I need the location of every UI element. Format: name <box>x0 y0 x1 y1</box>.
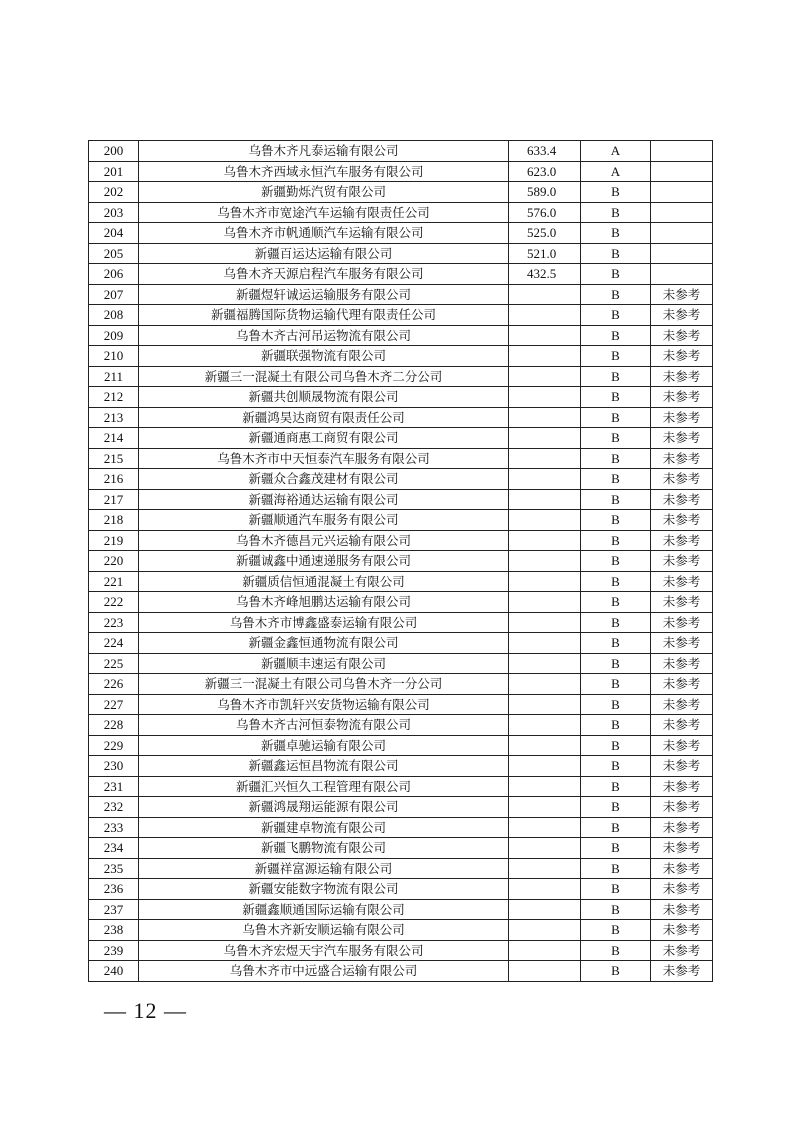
note-cell: 未参考 <box>651 715 713 736</box>
grade-cell: B <box>581 469 651 490</box>
grade-cell: B <box>581 858 651 879</box>
grade-cell: B <box>581 961 651 982</box>
grade-cell: B <box>581 325 651 346</box>
score-cell <box>509 797 581 818</box>
grade-cell: B <box>581 756 651 777</box>
company-name: 乌鲁木齐市博鑫盛泰运输有限公司 <box>139 612 509 633</box>
row-number: 201 <box>89 161 139 182</box>
table-row <box>89 797 713 818</box>
score-cell <box>509 428 581 449</box>
table-row <box>89 305 713 326</box>
note-cell: 未参考 <box>651 776 713 797</box>
company-name: 乌鲁木齐德昌元兴运输有限公司 <box>139 530 509 551</box>
company-name: 乌鲁木齐宏煜天宇汽车服务有限公司 <box>139 940 509 961</box>
note-cell <box>651 141 713 162</box>
table-row <box>89 961 713 982</box>
grade-cell: B <box>581 428 651 449</box>
company-name: 新疆鸿晟翔运能源有限公司 <box>139 797 509 818</box>
grade-cell: B <box>581 243 651 264</box>
note-cell <box>651 223 713 244</box>
company-name: 新疆福腾国际货物运输代理有限责任公司 <box>139 305 509 326</box>
note-cell: 未参考 <box>651 571 713 592</box>
row-number: 200 <box>89 141 139 162</box>
company-name: 新疆三一混凝土有限公司乌鲁木齐二分公司 <box>139 366 509 387</box>
grade-cell: B <box>581 776 651 797</box>
row-number: 209 <box>89 325 139 346</box>
company-name: 乌鲁木齐古河吊运物流有限公司 <box>139 325 509 346</box>
score-cell <box>509 551 581 572</box>
row-number: 228 <box>89 715 139 736</box>
table-row <box>89 551 713 572</box>
score-cell <box>509 817 581 838</box>
score-cell <box>509 961 581 982</box>
table-row <box>89 756 713 777</box>
note-cell: 未参考 <box>651 489 713 510</box>
score-cell: 623.0 <box>509 161 581 182</box>
company-name: 新疆共创顺晟物流有限公司 <box>139 387 509 408</box>
row-number: 206 <box>89 264 139 285</box>
score-cell <box>509 858 581 879</box>
page-table-area <box>88 140 712 982</box>
score-cell <box>509 653 581 674</box>
score-cell <box>509 346 581 367</box>
score-cell <box>509 940 581 961</box>
row-number: 238 <box>89 920 139 941</box>
score-cell: 525.0 <box>509 223 581 244</box>
score-cell <box>509 530 581 551</box>
company-name: 乌鲁木齐天源启程汽车服务有限公司 <box>139 264 509 285</box>
note-cell: 未参考 <box>651 694 713 715</box>
table-row <box>89 346 713 367</box>
score-cell <box>509 715 581 736</box>
company-name: 新疆顺通汽车服务有限公司 <box>139 510 509 531</box>
note-cell: 未参考 <box>651 592 713 613</box>
table-row <box>89 817 713 838</box>
table-row <box>89 510 713 531</box>
note-cell: 未参考 <box>651 469 713 490</box>
company-name: 新疆鑫顺通国际运输有限公司 <box>139 899 509 920</box>
note-cell: 未参考 <box>651 879 713 900</box>
score-cell <box>509 469 581 490</box>
table-row <box>89 448 713 469</box>
grade-cell: B <box>581 223 651 244</box>
score-cell <box>509 284 581 305</box>
score-cell <box>509 776 581 797</box>
company-name: 乌鲁木齐新安顺运输有限公司 <box>139 920 509 941</box>
row-number: 240 <box>89 961 139 982</box>
table-row <box>89 735 713 756</box>
note-cell: 未参考 <box>651 325 713 346</box>
row-number: 205 <box>89 243 139 264</box>
grade-cell: B <box>581 182 651 203</box>
table-row <box>89 920 713 941</box>
row-number: 231 <box>89 776 139 797</box>
score-cell <box>509 879 581 900</box>
row-number: 203 <box>89 202 139 223</box>
score-cell <box>509 448 581 469</box>
row-number: 212 <box>89 387 139 408</box>
row-number: 232 <box>89 797 139 818</box>
grade-cell: B <box>581 715 651 736</box>
grade-cell: B <box>581 202 651 223</box>
score-cell: 589.0 <box>509 182 581 203</box>
row-number: 207 <box>89 284 139 305</box>
row-number: 222 <box>89 592 139 613</box>
note-cell: 未参考 <box>651 817 713 838</box>
company-rating-table <box>88 140 713 982</box>
table-row <box>89 202 713 223</box>
grade-cell: B <box>581 407 651 428</box>
company-name: 新疆三一混凝土有限公司乌鲁木齐一分公司 <box>139 674 509 695</box>
company-name: 乌鲁木齐市凯轩兴安货物运输有限公司 <box>139 694 509 715</box>
score-cell <box>509 325 581 346</box>
company-name: 乌鲁木齐市帆通顺汽车运输有限公司 <box>139 223 509 244</box>
row-number: 224 <box>89 633 139 654</box>
row-number: 215 <box>89 448 139 469</box>
company-name: 新疆金鑫恒通物流有限公司 <box>139 633 509 654</box>
grade-cell: B <box>581 633 651 654</box>
note-cell <box>651 243 713 264</box>
score-cell <box>509 612 581 633</box>
table-row <box>89 940 713 961</box>
row-number: 210 <box>89 346 139 367</box>
score-cell <box>509 756 581 777</box>
row-number: 236 <box>89 879 139 900</box>
company-name: 新疆众合鑫茂建材有限公司 <box>139 469 509 490</box>
company-name: 新疆安能数字物流有限公司 <box>139 879 509 900</box>
company-name: 新疆百运达运输有限公司 <box>139 243 509 264</box>
company-name: 新疆汇兴恒久工程管理有限公司 <box>139 776 509 797</box>
score-cell <box>509 592 581 613</box>
row-number: 211 <box>89 366 139 387</box>
grade-cell: B <box>581 387 651 408</box>
note-cell: 未参考 <box>651 407 713 428</box>
grade-cell: B <box>581 899 651 920</box>
note-cell: 未参考 <box>651 551 713 572</box>
score-cell <box>509 510 581 531</box>
note-cell <box>651 182 713 203</box>
table-row <box>89 879 713 900</box>
note-cell: 未参考 <box>651 428 713 449</box>
score-cell <box>509 387 581 408</box>
grade-cell: B <box>581 489 651 510</box>
company-name: 乌鲁木齐古河恒泰物流有限公司 <box>139 715 509 736</box>
company-name: 新疆海裕通达运输有限公司 <box>139 489 509 510</box>
company-name: 新疆诚鑫中通速递服务有限公司 <box>139 551 509 572</box>
company-name: 新疆煜轩诚运运输服务有限公司 <box>139 284 509 305</box>
company-name: 乌鲁木齐市中远盛合运输有限公司 <box>139 961 509 982</box>
row-number: 235 <box>89 858 139 879</box>
note-cell <box>651 161 713 182</box>
row-number: 214 <box>89 428 139 449</box>
note-cell: 未参考 <box>651 387 713 408</box>
score-cell <box>509 694 581 715</box>
table-row <box>89 694 713 715</box>
table-row <box>89 141 713 162</box>
grade-cell: B <box>581 817 651 838</box>
table-row <box>89 284 713 305</box>
score-cell <box>509 899 581 920</box>
grade-cell: B <box>581 797 651 818</box>
grade-cell: B <box>581 530 651 551</box>
note-cell: 未参考 <box>651 305 713 326</box>
grade-cell: B <box>581 735 651 756</box>
grade-cell: B <box>581 612 651 633</box>
table-row <box>89 858 713 879</box>
company-name: 乌鲁木齐凡泰运输有限公司 <box>139 141 509 162</box>
grade-cell: B <box>581 653 651 674</box>
table-row <box>89 469 713 490</box>
grade-cell: B <box>581 592 651 613</box>
row-number: 213 <box>89 407 139 428</box>
table-row <box>89 366 713 387</box>
table-row <box>89 674 713 695</box>
table-row <box>89 407 713 428</box>
note-cell: 未参考 <box>651 899 713 920</box>
row-number: 202 <box>89 182 139 203</box>
grade-cell: B <box>581 264 651 285</box>
note-cell: 未参考 <box>651 920 713 941</box>
row-number: 216 <box>89 469 139 490</box>
company-name: 新疆勤烁汽贸有限公司 <box>139 182 509 203</box>
company-name: 新疆祥富源运输有限公司 <box>139 858 509 879</box>
table-row <box>89 182 713 203</box>
row-number: 225 <box>89 653 139 674</box>
table-row <box>89 223 713 244</box>
grade-cell: B <box>581 674 651 695</box>
score-cell <box>509 633 581 654</box>
company-name: 新疆鑫运恒昌物流有限公司 <box>139 756 509 777</box>
grade-cell: B <box>581 551 651 572</box>
page-number: — 12 — <box>104 998 187 1023</box>
note-cell: 未参考 <box>651 961 713 982</box>
grade-cell: A <box>581 161 651 182</box>
grade-cell: B <box>581 448 651 469</box>
score-cell <box>509 674 581 695</box>
company-name: 新疆质信恒通混凝土有限公司 <box>139 571 509 592</box>
row-number: 237 <box>89 899 139 920</box>
score-cell: 521.0 <box>509 243 581 264</box>
company-name: 乌鲁木齐市中天恒泰汽车服务有限公司 <box>139 448 509 469</box>
note-cell: 未参考 <box>651 735 713 756</box>
table-row <box>89 715 713 736</box>
row-number: 204 <box>89 223 139 244</box>
table-row <box>89 530 713 551</box>
table-row <box>89 387 713 408</box>
note-cell: 未参考 <box>651 756 713 777</box>
score-cell <box>509 489 581 510</box>
table-row <box>89 592 713 613</box>
note-cell <box>651 202 713 223</box>
table-row <box>89 264 713 285</box>
row-number: 230 <box>89 756 139 777</box>
company-name: 新疆顺丰速运有限公司 <box>139 653 509 674</box>
grade-cell: B <box>581 879 651 900</box>
table-row <box>89 243 713 264</box>
score-cell <box>509 735 581 756</box>
table-row <box>89 571 713 592</box>
score-cell <box>509 366 581 387</box>
note-cell: 未参考 <box>651 838 713 859</box>
note-cell: 未参考 <box>651 633 713 654</box>
score-cell: 576.0 <box>509 202 581 223</box>
grade-cell: B <box>581 571 651 592</box>
grade-cell: B <box>581 920 651 941</box>
table-row <box>89 838 713 859</box>
grade-cell: A <box>581 141 651 162</box>
table-row <box>89 899 713 920</box>
table-body <box>89 141 713 982</box>
company-name: 新疆飞鹏物流有限公司 <box>139 838 509 859</box>
row-number: 208 <box>89 305 139 326</box>
grade-cell: B <box>581 346 651 367</box>
row-number: 229 <box>89 735 139 756</box>
note-cell: 未参考 <box>651 858 713 879</box>
note-cell: 未参考 <box>651 612 713 633</box>
note-cell: 未参考 <box>651 674 713 695</box>
note-cell: 未参考 <box>651 510 713 531</box>
row-number: 220 <box>89 551 139 572</box>
row-number: 221 <box>89 571 139 592</box>
company-name: 新疆鸿昊达商贸有限责任公司 <box>139 407 509 428</box>
company-name: 乌鲁木齐市宽途汽车运输有限责任公司 <box>139 202 509 223</box>
note-cell: 未参考 <box>651 346 713 367</box>
note-cell: 未参考 <box>651 284 713 305</box>
note-cell: 未参考 <box>651 940 713 961</box>
grade-cell: B <box>581 940 651 961</box>
company-name: 新疆联强物流有限公司 <box>139 346 509 367</box>
grade-cell: B <box>581 284 651 305</box>
note-cell: 未参考 <box>651 530 713 551</box>
table-row <box>89 489 713 510</box>
table-row <box>89 428 713 449</box>
row-number: 234 <box>89 838 139 859</box>
row-number: 227 <box>89 694 139 715</box>
grade-cell: B <box>581 694 651 715</box>
note-cell <box>651 264 713 285</box>
company-name: 乌鲁木齐西域永恒汽车服务有限公司 <box>139 161 509 182</box>
score-cell <box>509 407 581 428</box>
row-number: 223 <box>89 612 139 633</box>
row-number: 233 <box>89 817 139 838</box>
company-name: 乌鲁木齐峰旭鹏达运输有限公司 <box>139 592 509 613</box>
company-name: 新疆卓驰运输有限公司 <box>139 735 509 756</box>
score-cell <box>509 838 581 859</box>
table-row <box>89 633 713 654</box>
note-cell: 未参考 <box>651 653 713 674</box>
score-cell <box>509 305 581 326</box>
row-number: 219 <box>89 530 139 551</box>
score-cell: 633.4 <box>509 141 581 162</box>
grade-cell: B <box>581 366 651 387</box>
table-row <box>89 653 713 674</box>
score-cell <box>509 571 581 592</box>
note-cell: 未参考 <box>651 448 713 469</box>
grade-cell: B <box>581 838 651 859</box>
row-number: 226 <box>89 674 139 695</box>
table-row <box>89 776 713 797</box>
row-number: 239 <box>89 940 139 961</box>
row-number: 217 <box>89 489 139 510</box>
note-cell: 未参考 <box>651 366 713 387</box>
company-name: 新疆建卓物流有限公司 <box>139 817 509 838</box>
score-cell: 432.5 <box>509 264 581 285</box>
grade-cell: B <box>581 510 651 531</box>
row-number: 218 <box>89 510 139 531</box>
table-row <box>89 612 713 633</box>
note-cell: 未参考 <box>651 797 713 818</box>
grade-cell: B <box>581 305 651 326</box>
score-cell <box>509 920 581 941</box>
table-row <box>89 161 713 182</box>
table-row <box>89 325 713 346</box>
company-name: 新疆通商惠工商贸有限公司 <box>139 428 509 449</box>
